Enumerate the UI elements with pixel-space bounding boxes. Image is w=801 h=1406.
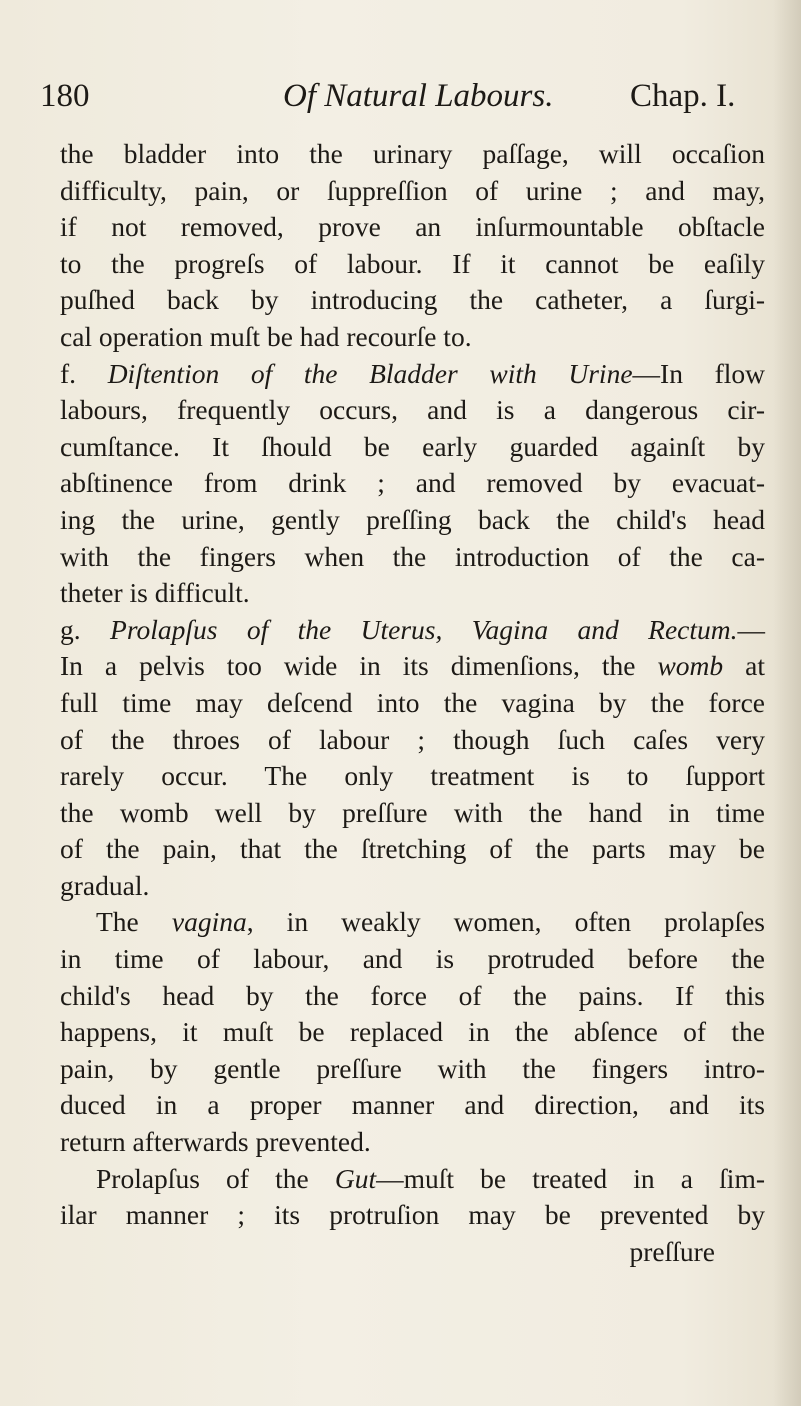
text-line (60, 685, 765, 722)
text-line (60, 1014, 765, 1051)
text-line (60, 1124, 765, 1161)
text-run: with the fingers when the introduction of the ca- (60, 540, 765, 572)
text-run: Prolapſus of the (96, 1162, 335, 1194)
text-line (60, 941, 765, 978)
text-line (60, 319, 765, 356)
text-line (60, 173, 765, 210)
text-run: of the pain, that the ſtretching of the parts may be (60, 833, 765, 865)
text-line (60, 648, 765, 685)
text-run: ilar manner ; its protruſion may be prevented by (60, 1199, 765, 1231)
text-run: —In flow (632, 357, 765, 389)
italic-phrase: womb (657, 650, 724, 682)
text-line (60, 1087, 765, 1124)
text-line (60, 831, 765, 868)
italic-phrase: Gut (334, 1162, 377, 1194)
text-run: happens, it muſt be replaced in the abſence of the (60, 1016, 765, 1048)
page-number: 180 (40, 78, 90, 114)
text-run: cal operation muſt be had recourſe to. (60, 320, 472, 352)
text-line (60, 758, 765, 795)
text-line (60, 1051, 765, 1088)
text-line (60, 1197, 765, 1234)
text-line (60, 392, 765, 429)
text-run: to the progreſs of labour. If it cannot be eaſily (60, 247, 765, 279)
text-run: The (96, 906, 172, 938)
text-run: — (737, 613, 765, 645)
text-line (60, 1161, 765, 1198)
italic-phrase: Prolapſus of the Uterus, Vagina and Rectum. (110, 613, 738, 645)
running-title: Of Natural Labours. (283, 78, 554, 114)
text-run: full time may deſcend into the vagina by the force (60, 686, 765, 718)
italic-phrase: Diſtention of the Bladder with Urine (107, 357, 633, 389)
text-line (60, 282, 765, 319)
text-run: if not removed, prove an inſurmountable obſtacle (60, 211, 765, 243)
text-run: puſhed back by introducing the catheter, a ſurgi- (60, 284, 765, 316)
body-text (60, 136, 765, 1270)
text-run: labours, frequently occurs, and is a dangerous cir- (60, 394, 765, 426)
text-run: child's head by the force of the pains. If this (60, 979, 765, 1011)
text-run: at (723, 650, 765, 682)
text-run: theter is difficult. (60, 577, 250, 609)
text-line (60, 539, 765, 576)
text-line (60, 136, 765, 173)
text-line (60, 978, 765, 1015)
text-run: duced in a proper manner and direction, and its (60, 1089, 765, 1121)
text-line (60, 246, 765, 283)
text-line (60, 868, 765, 905)
text-line (60, 356, 765, 393)
text-line (60, 575, 765, 612)
text-line (60, 209, 765, 246)
italic-phrase: vagina (171, 906, 247, 938)
text-line (60, 612, 765, 649)
text-line (60, 502, 765, 539)
text-run: , in weakly women, often prolapſes (246, 906, 765, 938)
page-edge-shadow (773, 0, 801, 1406)
text-run: abſtinence from drink ; and removed by evacuat- (60, 467, 765, 499)
text-run: pain, by gentle preſſure with the fingers intro- (60, 1052, 765, 1084)
text-run: difficulty, pain, or ſuppreſſion of urine ; and may, (60, 174, 765, 206)
text-run: g. (60, 613, 111, 645)
text-line (60, 795, 765, 832)
text-run: gradual. (60, 869, 150, 901)
text-run: of the throes of labour ; though ſuch caſes very (60, 723, 765, 755)
text-run: the bladder into the urinary paſſage, will occaſion (60, 138, 765, 169)
text-line (60, 429, 765, 466)
text-run: ing the urine, gently preſſing back the child's head (60, 503, 765, 535)
text-line (60, 722, 765, 759)
text-run: In a pelvis too wide in its dimenſions, the (60, 650, 658, 682)
text-run: rarely occur. The only treatment is to ſupport (60, 760, 765, 792)
text-line (60, 465, 765, 502)
page-header (40, 78, 770, 122)
chapter-reference: Chap. I. (630, 78, 736, 114)
text-run: —muſt be treated in a ſim- (376, 1162, 765, 1194)
text-run: cumſtance. It ſhould be early guarded againſt by (60, 430, 765, 462)
text-line (60, 1234, 765, 1271)
text-run: return afterwards prevented. (60, 1126, 371, 1158)
text-run: f. (60, 357, 108, 389)
text-run: preſſure (629, 1235, 715, 1267)
text-run: the womb well by preſſure with the hand in time (60, 796, 765, 828)
text-line (60, 904, 765, 941)
text-run: in time of labour, and is protruded before the (60, 943, 765, 975)
